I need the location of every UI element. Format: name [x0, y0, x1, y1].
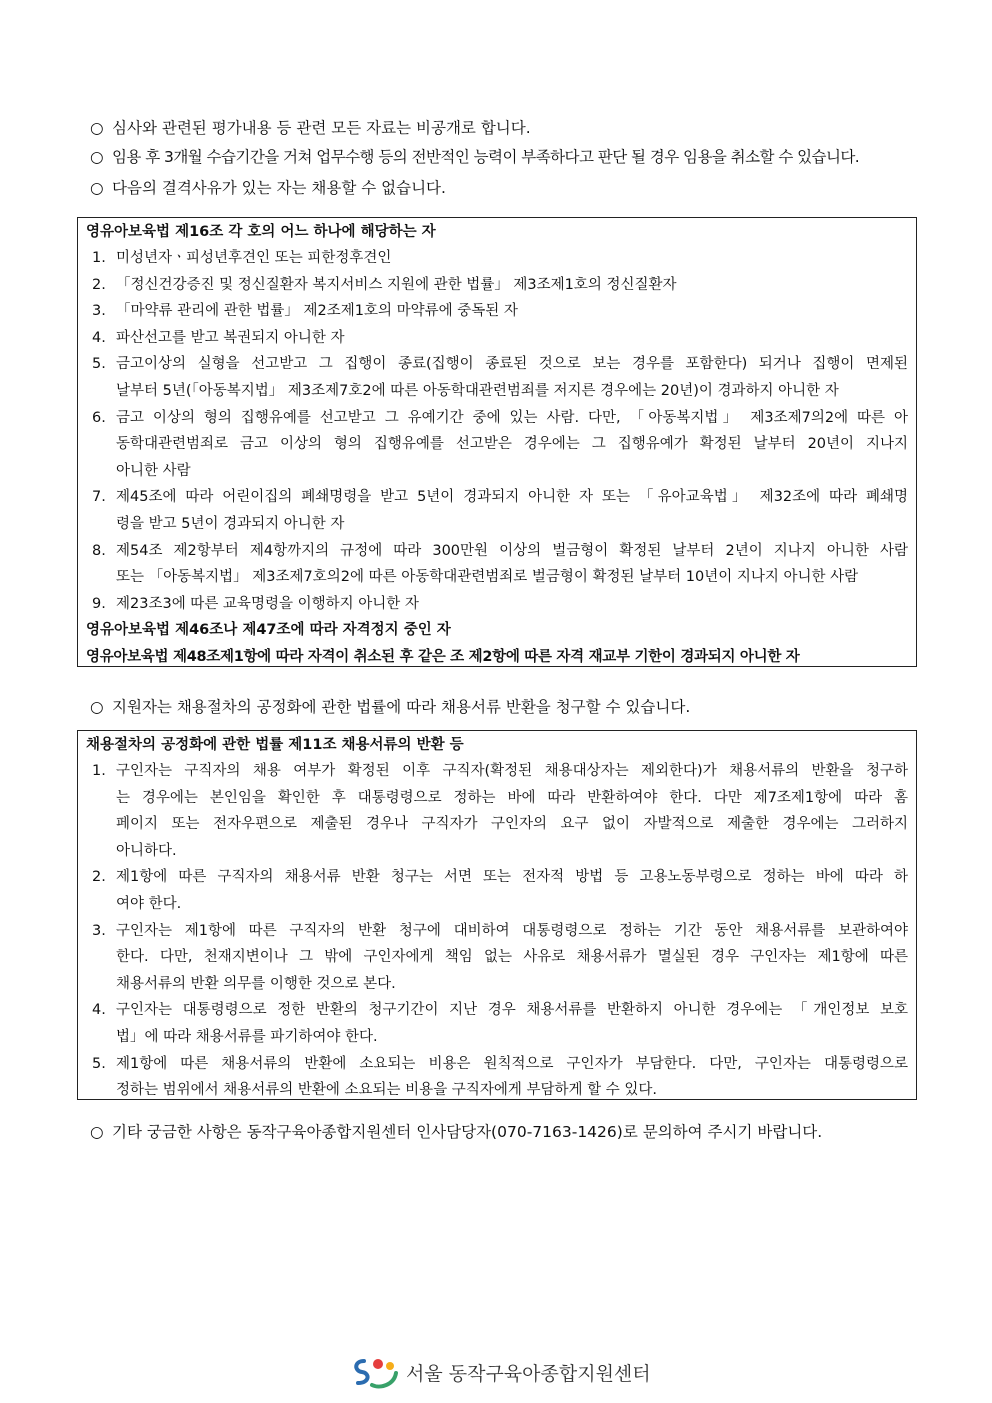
disqualification-item [86, 591, 908, 618]
document-return-item [86, 918, 908, 998]
item-text-line: 금고이상의 실형을 선고받고 그 집행이 종료(집행이 종료된 것으로 보는 경우를 포함한다) 되거나 집행이 면제된 [116, 356, 908, 373]
item-text-line: 금고 이상의 형의 집행유예를 선고받고 그 유예기간 중에 있는 사람. 다만, 「아동복지법」 제3조제7의2에 따른 아 [116, 409, 908, 426]
notice-text: 지원자는 채용절차의 공정화에 관한 법률에 따라 채용서류 반환을 청구할 수 있습니다. [112, 698, 691, 716]
footer-org [350, 1355, 651, 1389]
disqualification-item [86, 351, 908, 404]
disqualification-heading: 영유아보육법 제16조 각 호의 어느 하나에 해당하는 자 [86, 224, 436, 240]
disqualification-extra-2: 영유아보육법 제48조제1항에 따라 자격이 취소된 후 같은 조 제2항에 따른 자격 재교부 기한이 경과되지 아니한 자 [86, 648, 800, 665]
document-return-item [86, 1051, 908, 1104]
notice-bullet-5 [90, 1122, 822, 1142]
item-text-line: 구인자는 대통령령으로 정한 반환의 청구기간이 지난 경우 채용서류를 반환하지 아니한 경우에는 「개인정보 보호 [116, 1002, 908, 1019]
item-text-line: 페이지 또는 전자우편으로 제출된 경우나 구직자가 구인자의 요구 없이 자발적으로 제출한 경우에는 그러하지 [116, 816, 908, 833]
notice-text: 임용 후 3개월 수습기간을 거쳐 업무수행 등의 전반적인 능력이 부족하다고 판단 될 경우 임용을 취소할 수 있습니다. [112, 148, 860, 166]
bullet-mark: ○ [90, 119, 104, 137]
item-text-line: 제45조에 따라 어린이집의 폐쇄명령을 받고 5년이 경과되지 아니한 자 또는 「유아교육법」 제32조에 따라 폐쇄명 [116, 489, 908, 506]
disqualification-item [86, 538, 908, 591]
item-number: 4. [92, 1002, 106, 1019]
item-text-line: 령을 받고 5년이 경과되지 아니한 자 [116, 515, 345, 532]
item-text-line: 여야 한다. [116, 895, 182, 912]
document-return-item [86, 758, 908, 864]
item-text-line: 채용서류의 반환 의무를 이행한 것으로 본다. [116, 975, 396, 992]
item-text-line: 아니한 사람 [116, 462, 191, 479]
item-number: 2. [92, 869, 106, 886]
notice-text: 다음의 결격사유가 있는 자는 채용할 수 없습니다. [112, 179, 446, 197]
item-text-line: 제1항에 따른 채용서류의 반환에 소요되는 비용은 원칙적으로 구인자가 부담한다. 다만, 구인자는 대통령령으로 [116, 1055, 908, 1072]
document-return-item [86, 997, 908, 1050]
item-number: 8. [92, 542, 106, 559]
disqualification-item [86, 325, 908, 352]
bullet-mark: ○ [90, 698, 104, 716]
item-number: 9. [92, 595, 106, 612]
disqualification-item [86, 484, 908, 537]
item-text-line: 정하는 범위에서 채용서류의 반환에 소요되는 비용을 구직자에게 부담하게 할 수 있다. [116, 1082, 657, 1099]
item-number: 7. [92, 489, 106, 506]
item-number: 1. [92, 250, 106, 266]
item-number: 3. [92, 922, 106, 939]
disqualification-extra-1: 영유아보육법 제46조나 제47조에 따라 자격정지 중인 자 [86, 622, 451, 639]
bullet-mark: ○ [90, 148, 104, 166]
document-return-heading: 채용절차의 공정화에 관한 법률 제11조 채용서류의 반환 등 [86, 737, 464, 753]
item-number: 6. [92, 409, 106, 426]
item-text-line: 제1항에 따른 구직자의 채용서류 반환 청구는 서면 또는 전자적 방법 등 고용노동부령으로 정하는 바에 따라 하 [116, 869, 908, 886]
item-text-line: 는 경우에는 본인임을 확인한 후 대통령령으로 정하는 바에 따라 반환하여야 한다. 다만 제7조제1항에 따라 홈 [116, 789, 908, 806]
item-number: 3. [92, 303, 106, 320]
item-text-line: 동학대관련범죄로 금고 이상의 형의 집행유예를 선고받은 경우에는 그 집행유예가 확정된 날부터 20년이 지나지 [116, 436, 908, 453]
notice-bullet-2 [90, 147, 859, 167]
item-number: 2. [92, 276, 106, 293]
item-text-line: 아니하다. [116, 842, 177, 859]
notice-text: 기타 궁금한 사항은 동작구육아종합지원센터 인사담당자(070-7163-1426)로 문의하여 주시기 바랍니다. [112, 1123, 823, 1141]
item-number: 1. [92, 763, 106, 779]
item-text-line: 「정신건강증진 및 정신질환자 복지서비스 지원에 관한 법률」 제3조제1호의 정신질환자 [116, 276, 677, 293]
notice-bullet-1 [90, 118, 531, 138]
notice-bullet-3 [90, 178, 446, 198]
item-number: 5. [92, 356, 106, 373]
org-logo-icon [350, 1355, 402, 1389]
disqualification-item [86, 245, 908, 272]
item-number: 5. [92, 1055, 106, 1072]
item-text-line: 미성년자ㆍ피성년후견인 또는 피한정후견인 [116, 250, 392, 266]
document-return-item [86, 864, 908, 917]
notice-bullet-4 [90, 697, 690, 717]
org-name: 서울 동작구육아종합지원센터 [406, 1362, 651, 1385]
document-return-list [86, 758, 908, 1104]
item-text-line: 날부터 5년(「아동복지법」 제3조제7호2에 따른 아동학대관련범죄를 저지른 경우에는 20년)이 경과하지 아니한 자 [116, 382, 839, 399]
bullet-mark: ○ [90, 1123, 104, 1141]
item-number: 4. [92, 329, 106, 346]
item-text-line: 제54조 제2항부터 제4항까지의 규정에 따라 300만원 이상의 벌금형이 확정된 날부터 2년이 지나지 아니한 사람 [116, 542, 908, 559]
item-text-line: 한다. 다만, 천재지변이나 그 밖에 구인자에게 책임 없는 사유로 채용서류가 멸실된 경우 구인자는 제1항에 따른 [116, 949, 908, 966]
item-text-line: 제23조3에 따른 교육명령을 이행하지 아니한 자 [116, 595, 419, 612]
disqualification-box [77, 217, 917, 667]
item-text-line: 법」에 따라 채용서류를 파기하여야 한다. [116, 1028, 378, 1045]
disqualification-item [86, 405, 908, 485]
disqualification-list [86, 245, 908, 617]
item-text-line: 「마약류 관리에 관한 법률」 제2조제1호의 마약류에 중독된 자 [116, 303, 518, 320]
item-text-line: 파산선고를 받고 복권되지 아니한 자 [116, 329, 345, 346]
document-return-box [77, 730, 917, 1100]
item-text-line: 또는 「아동복지법」 제3조제7호의2에 따른 아동학대관련범죄로 벌금형이 확정된 날부터 10년이 지나지 아니한 사람 [116, 569, 859, 586]
disqualification-item [86, 298, 908, 325]
item-text-line: 구인자는 구직자의 채용 여부가 확정된 이후 구직자(확정된 채용대상자는 제외한다)가 채용서류의 반환을 청구하 [116, 763, 908, 779]
bullet-mark: ○ [90, 179, 104, 197]
disqualification-item [86, 272, 908, 299]
notice-text: 심사와 관련된 평가내용 등 관련 모든 자료는 비공개로 합니다. [112, 119, 531, 137]
item-text-line: 구인자는 제1항에 따른 구직자의 반환 청구에 대비하여 대통령령으로 정하는 기간 동안 채용서류를 보관하여야 [116, 922, 908, 939]
